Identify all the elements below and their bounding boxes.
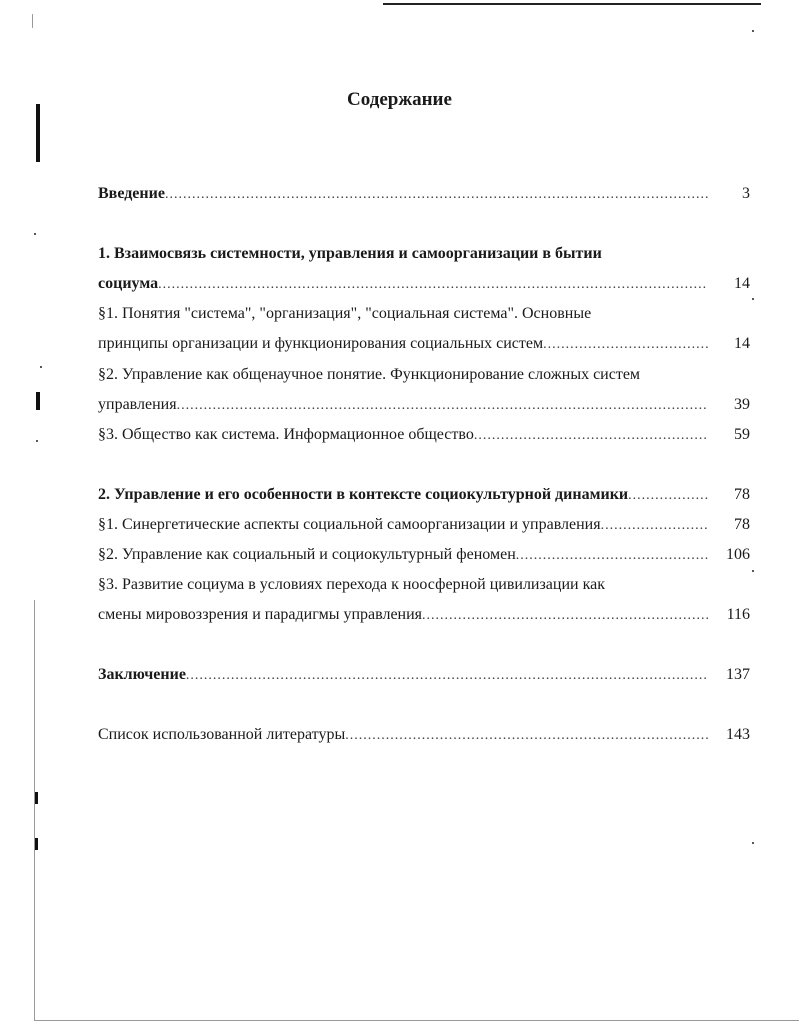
toc-item-text: Введение [98, 185, 165, 202]
toc-page-number: 14 [734, 335, 750, 352]
dot-leader [474, 425, 708, 447]
scan-left-edge [34, 600, 35, 1020]
toc-item-text: §2. Управление как социальный и социокультурный феномен [98, 546, 516, 563]
toc-item-chapter-1-line-2[interactable] [98, 273, 750, 295]
toc-item-text: управления [98, 396, 177, 413]
scan-speck [36, 440, 38, 442]
page-title: Содержание [347, 89, 452, 110]
scan-left-mark [35, 792, 38, 804]
toc-item-text: §1. Синергетические аспекты социальной самоорганизации и управления [98, 516, 601, 533]
scan-top-rule [383, 3, 761, 5]
toc-item-bibliography[interactable] [98, 724, 750, 746]
scan-speck [40, 366, 42, 368]
scan-speck [752, 30, 754, 32]
toc-item-conclusion[interactable] [98, 664, 750, 686]
toc-item-text: Список использованной литературы [98, 726, 346, 743]
toc-item-section-1-2-line-2[interactable] [98, 394, 750, 416]
toc-item-text: §2. Управление как общенаучное понятие. Функционирование сложных систем [98, 366, 641, 383]
toc-item-text: 2. Управление и его особенности в контексте социокультурной динамики [98, 486, 629, 503]
toc-item-section-1-1-line-1[interactable] [98, 303, 750, 325]
toc-item-text: социума [98, 275, 159, 292]
toc-item-section-2-1[interactable] [98, 514, 750, 536]
toc-page-number: 59 [734, 426, 750, 443]
toc-item-section-2-2[interactable] [98, 544, 750, 566]
scan-speck [752, 570, 754, 572]
toc-item-text: Заключение [98, 666, 186, 683]
dot-leader [516, 545, 708, 567]
toc-item-intro[interactable] [98, 183, 750, 205]
scan-speck [32, 14, 33, 28]
toc-item-chapter-1-line-1[interactable] [98, 243, 750, 265]
toc-page-number: 14 [734, 275, 750, 292]
toc-item-section-2-3-line-1[interactable] [98, 574, 750, 596]
toc-item-chapter-2[interactable] [98, 484, 750, 506]
toc-item-text: §3. Общество как система. Информационное общество [98, 426, 474, 443]
scan-left-mark [35, 838, 38, 850]
toc-item-text: §3. Развитие социума в условиях перехода к ноосферной цивилизации как [98, 576, 605, 593]
toc-item-section-1-1-line-2[interactable] [98, 333, 750, 355]
dot-leader [601, 515, 708, 537]
toc-page-number: 106 [726, 546, 750, 563]
scan-bottom-edge [34, 1020, 799, 1021]
dot-leader [543, 334, 708, 356]
toc-page-number: 78 [734, 516, 750, 533]
scan-speck [752, 298, 754, 300]
dot-leader [165, 184, 708, 206]
dot-leader [422, 605, 708, 627]
scan-left-mark [36, 104, 40, 162]
toc-page-number: 116 [726, 606, 750, 623]
toc-item-text: принципы организации и функционирования социальных систем [98, 335, 544, 352]
dot-leader [158, 274, 708, 296]
toc-item-section-1-3[interactable] [98, 424, 750, 446]
toc-page-number: 39 [734, 396, 750, 413]
scan-speck [34, 233, 36, 235]
dot-leader [186, 665, 708, 687]
scan-speck [752, 842, 754, 844]
scan-left-mark [36, 392, 40, 410]
toc-page-number: 137 [726, 666, 750, 683]
dot-leader [345, 725, 708, 747]
toc-item-text: смены мировоззрения и парадигмы управления [98, 606, 423, 623]
dot-leader [177, 395, 708, 417]
toc-page-number: 143 [726, 726, 750, 743]
toc-item-text: 1. Взаимосвязь системности, управления и самоорганизации в бытии [98, 245, 602, 262]
dot-leader [628, 485, 708, 507]
toc-item-section-1-2-line-1[interactable] [98, 364, 750, 386]
toc-item-text: §1. Понятия "система", "организация", "социальная система". Основные [98, 305, 592, 322]
toc-item-section-2-3-line-2[interactable] [98, 604, 750, 626]
toc-page-number: 78 [734, 486, 750, 503]
toc-page-number: 3 [742, 185, 750, 202]
